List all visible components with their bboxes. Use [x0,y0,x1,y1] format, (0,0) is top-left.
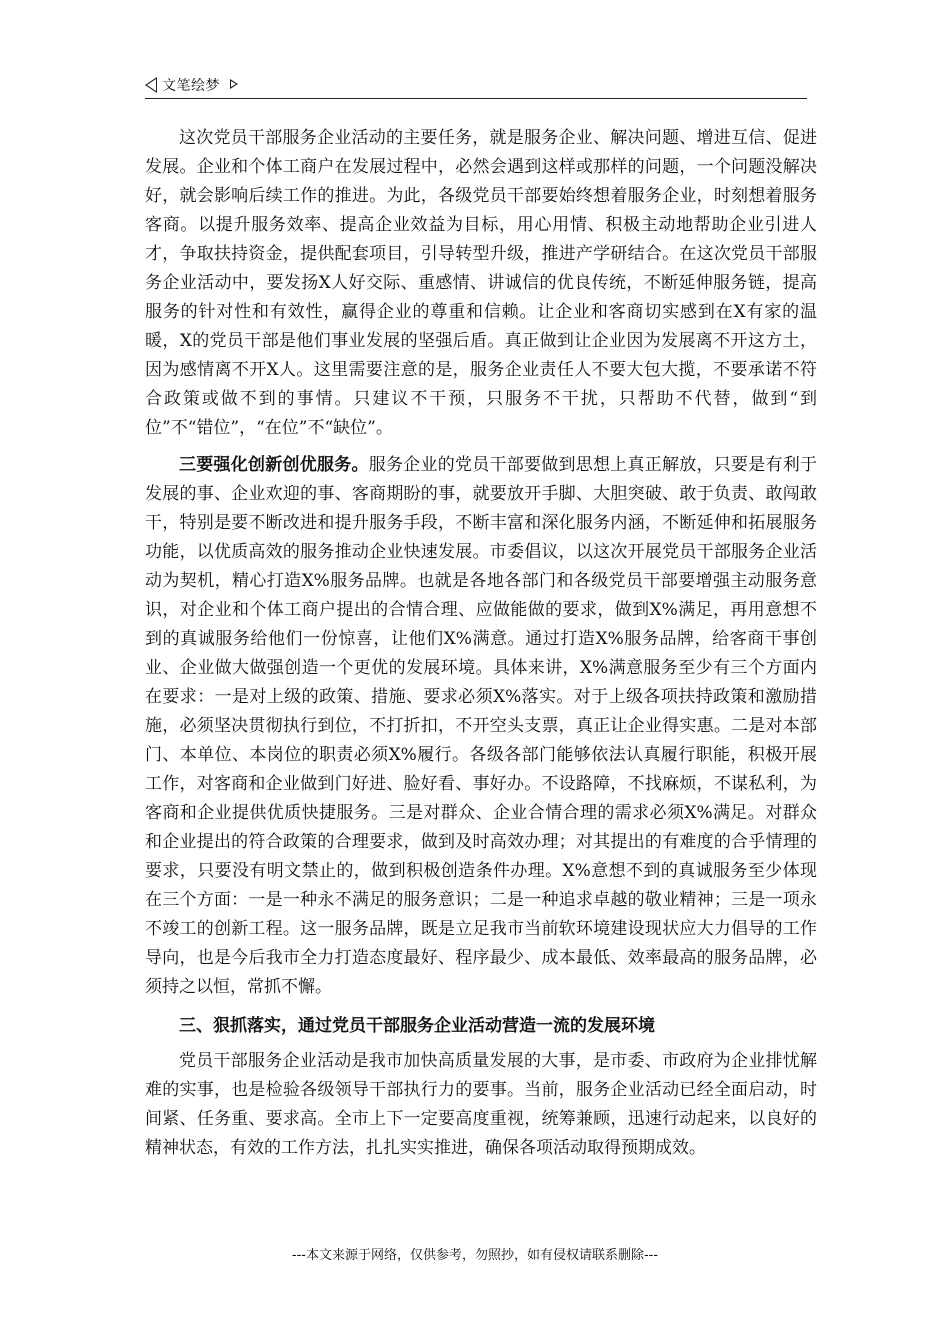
triangle-right-icon [230,79,238,89]
header-title: 文笔绘梦 [162,78,220,94]
paragraph-innovation [145,451,817,1002]
document-body [145,124,817,1163]
page-header [145,72,807,99]
section-heading: 三、狠抓落实，通过党员干部服务企业活动营造一流的发展环境 [179,1016,655,1036]
header-brand [145,75,238,95]
paragraph-task: 这次党员干部服务企业活动的主要任务，就是服务企业、解决问题、增进互信、促进发展。企业和个体工商户在发展过程中，必然会遇到这样或那样的问题，一个问题没解决好，就会影响后续工作的推进。为此，各级党员干部要始终想着服务企业，时刻想着服务客商。以提升服务效率、提高企业效益为目标，用心用情、积极主动地帮助企业引进人才，争取扶持资金，提供配套项目，引导转型升级，推进产学研结合。在这次党员干部服务企业活动中，要发扬X人好交际、重感情、讲诚信的优良传统，不断延伸服务链，提高服务的针对性和有效性，赢得企业的尊重和信赖。让企业和客商切实感到在X有家的温暖，X的党员干部是他们事业发展的坚强后盾。真正做到让企业因为发展离不开这方土，因为感情离不开X人。这里需要注意的是，服务企业责任人不要大包大揽，不要承诺不符合政策或做不到的事情。只建议不干预，只服务不干扰，只帮助不代替，做到“到位”不“错位”，“在位”不“缺位”。 [145,128,817,438]
paragraph-lead: 三要强化创新创优服务。 [179,455,369,475]
footer-notice: ---本文来源于网络，仅供参考，勿照抄，如有侵权请联系删除--- [291,1248,659,1263]
paragraph-innovation-body: 服务企业的党员干部要做到思想上真正解放，只要是有利于发展的事、企业欢迎的事、客商期盼的事，就要放开手脚、大胆突破、敢于负责、敢闯敢干，特别是要不断改进和提升服务手段，不断丰富和深化服务内涵，不断延伸和拓展服务功能，以优质高效的服务推动企业快速发展。市委倡议，以这次开展党员干部服务企业活动为契机，精心打造X%服务品牌。也就是各地各部门和各级党员干部要增强主动服务意识，对企业和个体工商户提出的合情合理、应做能做的要求，做到X%满足，再用意想不到的真诚服务给他们一份惊喜，让他们X%满意。通过打造X%服务品牌，给客商干事创业、企业做大做强创造一个更优的发展环境。具体来讲，X%满意服务至少有三个方面内在要求：一是对上级的政策、措施、要求必须X%落实。对于上级各项扶持政策和激励措施，必须坚决贯彻执行到位，不打折扣，不开空头支票，真正让企业得实惠。二是对本部门、本单位、本岗位的职责必须X%履行。各级各部门能够依法认真履行职能，积极开展工作，对客商和企业做到门好进、脸好看、事好办。不设路障，不找麻烦，不谋私利，为客商和企业提供优质快捷服务。三是对群众、企业合情合理的需求必须X%满足。对群众和企业提出的符合政策的合理要求，做到及时高效办理；对其提出的有难度的合乎情理的要求，只要没有明文禁止的，做到积极创造条件办理。X%意想不到的真诚服务至少体现在三个方面：一是一种永不满足的服务意识；二是一种追求卓越的敬业精神；三是一项永不竣工的创新工程。这一服务品牌，既是立足我市当前软环境建设现状应大力倡导的工作导向，也是今后我市全力打造态度最好、程序最少、成本最低、效率最高的服务品牌，必须持之以恒，常抓不懈。 [145,455,817,997]
paragraph-implementation: 党员干部服务企业活动是我市加快高质量发展的大事，是市委、市政府为企业排忧解难的实事，也是检验各级领导干部执行力的要事。当前，服务企业活动已经全面启动，时间紧、任务重、要求高。全市上下一定要高度重视，统筹兼顾，迅速行动起来，以良好的精神状态，有效的工作方法，扎扎实实推进，确保各项活动取得预期成效。 [145,1051,817,1158]
triangle-left-icon [145,77,157,93]
